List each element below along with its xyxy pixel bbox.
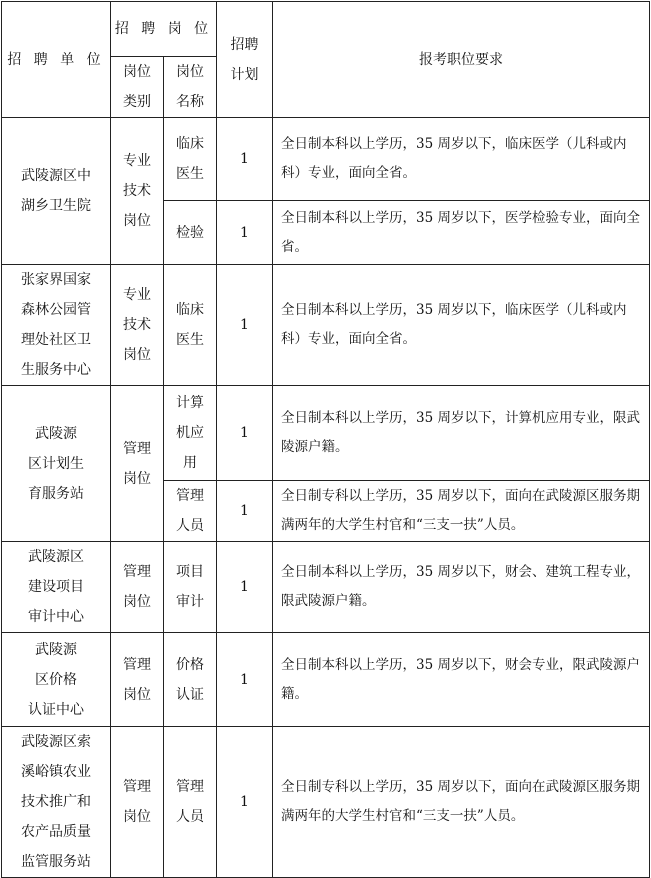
plan-cell: 1 — [217, 727, 273, 878]
position-name-cell: 计算 机应 用 — [164, 386, 217, 481]
position-type-cell: 管理 岗位 — [111, 386, 164, 542]
position-type-cell: 管理 岗位 — [111, 542, 164, 633]
requirement-cell: 全日制本科以上学历，35 周岁以下，医学检验专业，面向全省。 — [273, 201, 650, 265]
position-name-cell: 临床 医生 — [164, 265, 217, 386]
header-position-name: 岗位 名称 — [164, 57, 217, 118]
requirement-cell: 全日制本科以上学历，35 周岁以下，财会专业，限武陵源户籍。 — [273, 633, 650, 727]
table-row — [2, 265, 650, 386]
plan-cell: 1 — [217, 118, 273, 201]
header-position-type: 岗位 类别 — [111, 57, 164, 118]
requirement-cell: 全日制本科以上学历，35 周岁以下，临床医学（儿科或内科）专业，面向全省。 — [273, 118, 650, 201]
plan-cell: 1 — [217, 481, 273, 542]
requirement-cell: 全日制本科以上学历，35 周岁以下，计算机应用专业，限武陵源户籍。 — [273, 386, 650, 481]
unit-cell: 武陵源 区价格 认证中心 — [2, 633, 111, 727]
requirement-cell: 全日制本科以上学历，35 周岁以下，财会、建筑工程专业，限武陵源户籍。 — [273, 542, 650, 633]
table-row — [2, 386, 650, 481]
position-name-cell: 检验 — [164, 201, 217, 265]
plan-cell: 1 — [217, 386, 273, 481]
plan-cell: 1 — [217, 633, 273, 727]
position-type-cell: 专业 技术 岗位 — [111, 118, 164, 265]
position-name-cell: 项目 审计 — [164, 542, 217, 633]
requirement-cell: 全日制专科以上学历，35 周岁以下，面向在武陵源区服务期满两年的大学生村官和“三支一扶”人员。 — [273, 727, 650, 878]
position-name-cell: 临床 医生 — [164, 118, 217, 201]
position-type-cell: 专业 技术 岗位 — [111, 265, 164, 386]
plan-cell: 1 — [217, 542, 273, 633]
header-requirements: 报考职位要求 — [273, 2, 650, 118]
position-name-cell: 管理 人员 — [164, 481, 217, 542]
table-row — [2, 727, 650, 878]
unit-cell: 武陵源区 建设项目 审计中心 — [2, 542, 111, 633]
table-row — [2, 633, 650, 727]
recruitment-table — [1, 1, 650, 878]
unit-cell: 武陵源区中 湖乡卫生院 — [2, 118, 111, 265]
position-type-cell: 管理 岗位 — [111, 727, 164, 878]
header-position-group: 招 聘 岗 位 — [111, 2, 217, 57]
table-row — [2, 542, 650, 633]
unit-cell: 张家界国家 森林公园管 理处社区卫 生服务中心 — [2, 265, 111, 386]
plan-cell: 1 — [217, 265, 273, 386]
requirement-cell: 全日制本科以上学历，35 周岁以下，临床医学（儿科或内科）专业，面向全省。 — [273, 265, 650, 386]
unit-cell: 武陵源 区计划生 育服务站 — [2, 386, 111, 542]
unit-cell: 武陵源区索 溪峪镇农业 技术推广和 农产品质量 监管服务站 — [2, 727, 111, 878]
position-name-cell: 管理 人员 — [164, 727, 217, 878]
requirement-cell: 全日制专科以上学历，35 周岁以下，面向在武陵源区服务期满两年的大学生村官和“三支一扶”人员。 — [273, 481, 650, 542]
plan-cell: 1 — [217, 201, 273, 265]
table-row — [2, 118, 650, 201]
position-type-cell: 管理 岗位 — [111, 633, 164, 727]
header-plan: 招聘 计划 — [217, 2, 273, 118]
header-unit: 招 聘 单 位 — [2, 2, 111, 118]
position-name-cell: 价格 认证 — [164, 633, 217, 727]
